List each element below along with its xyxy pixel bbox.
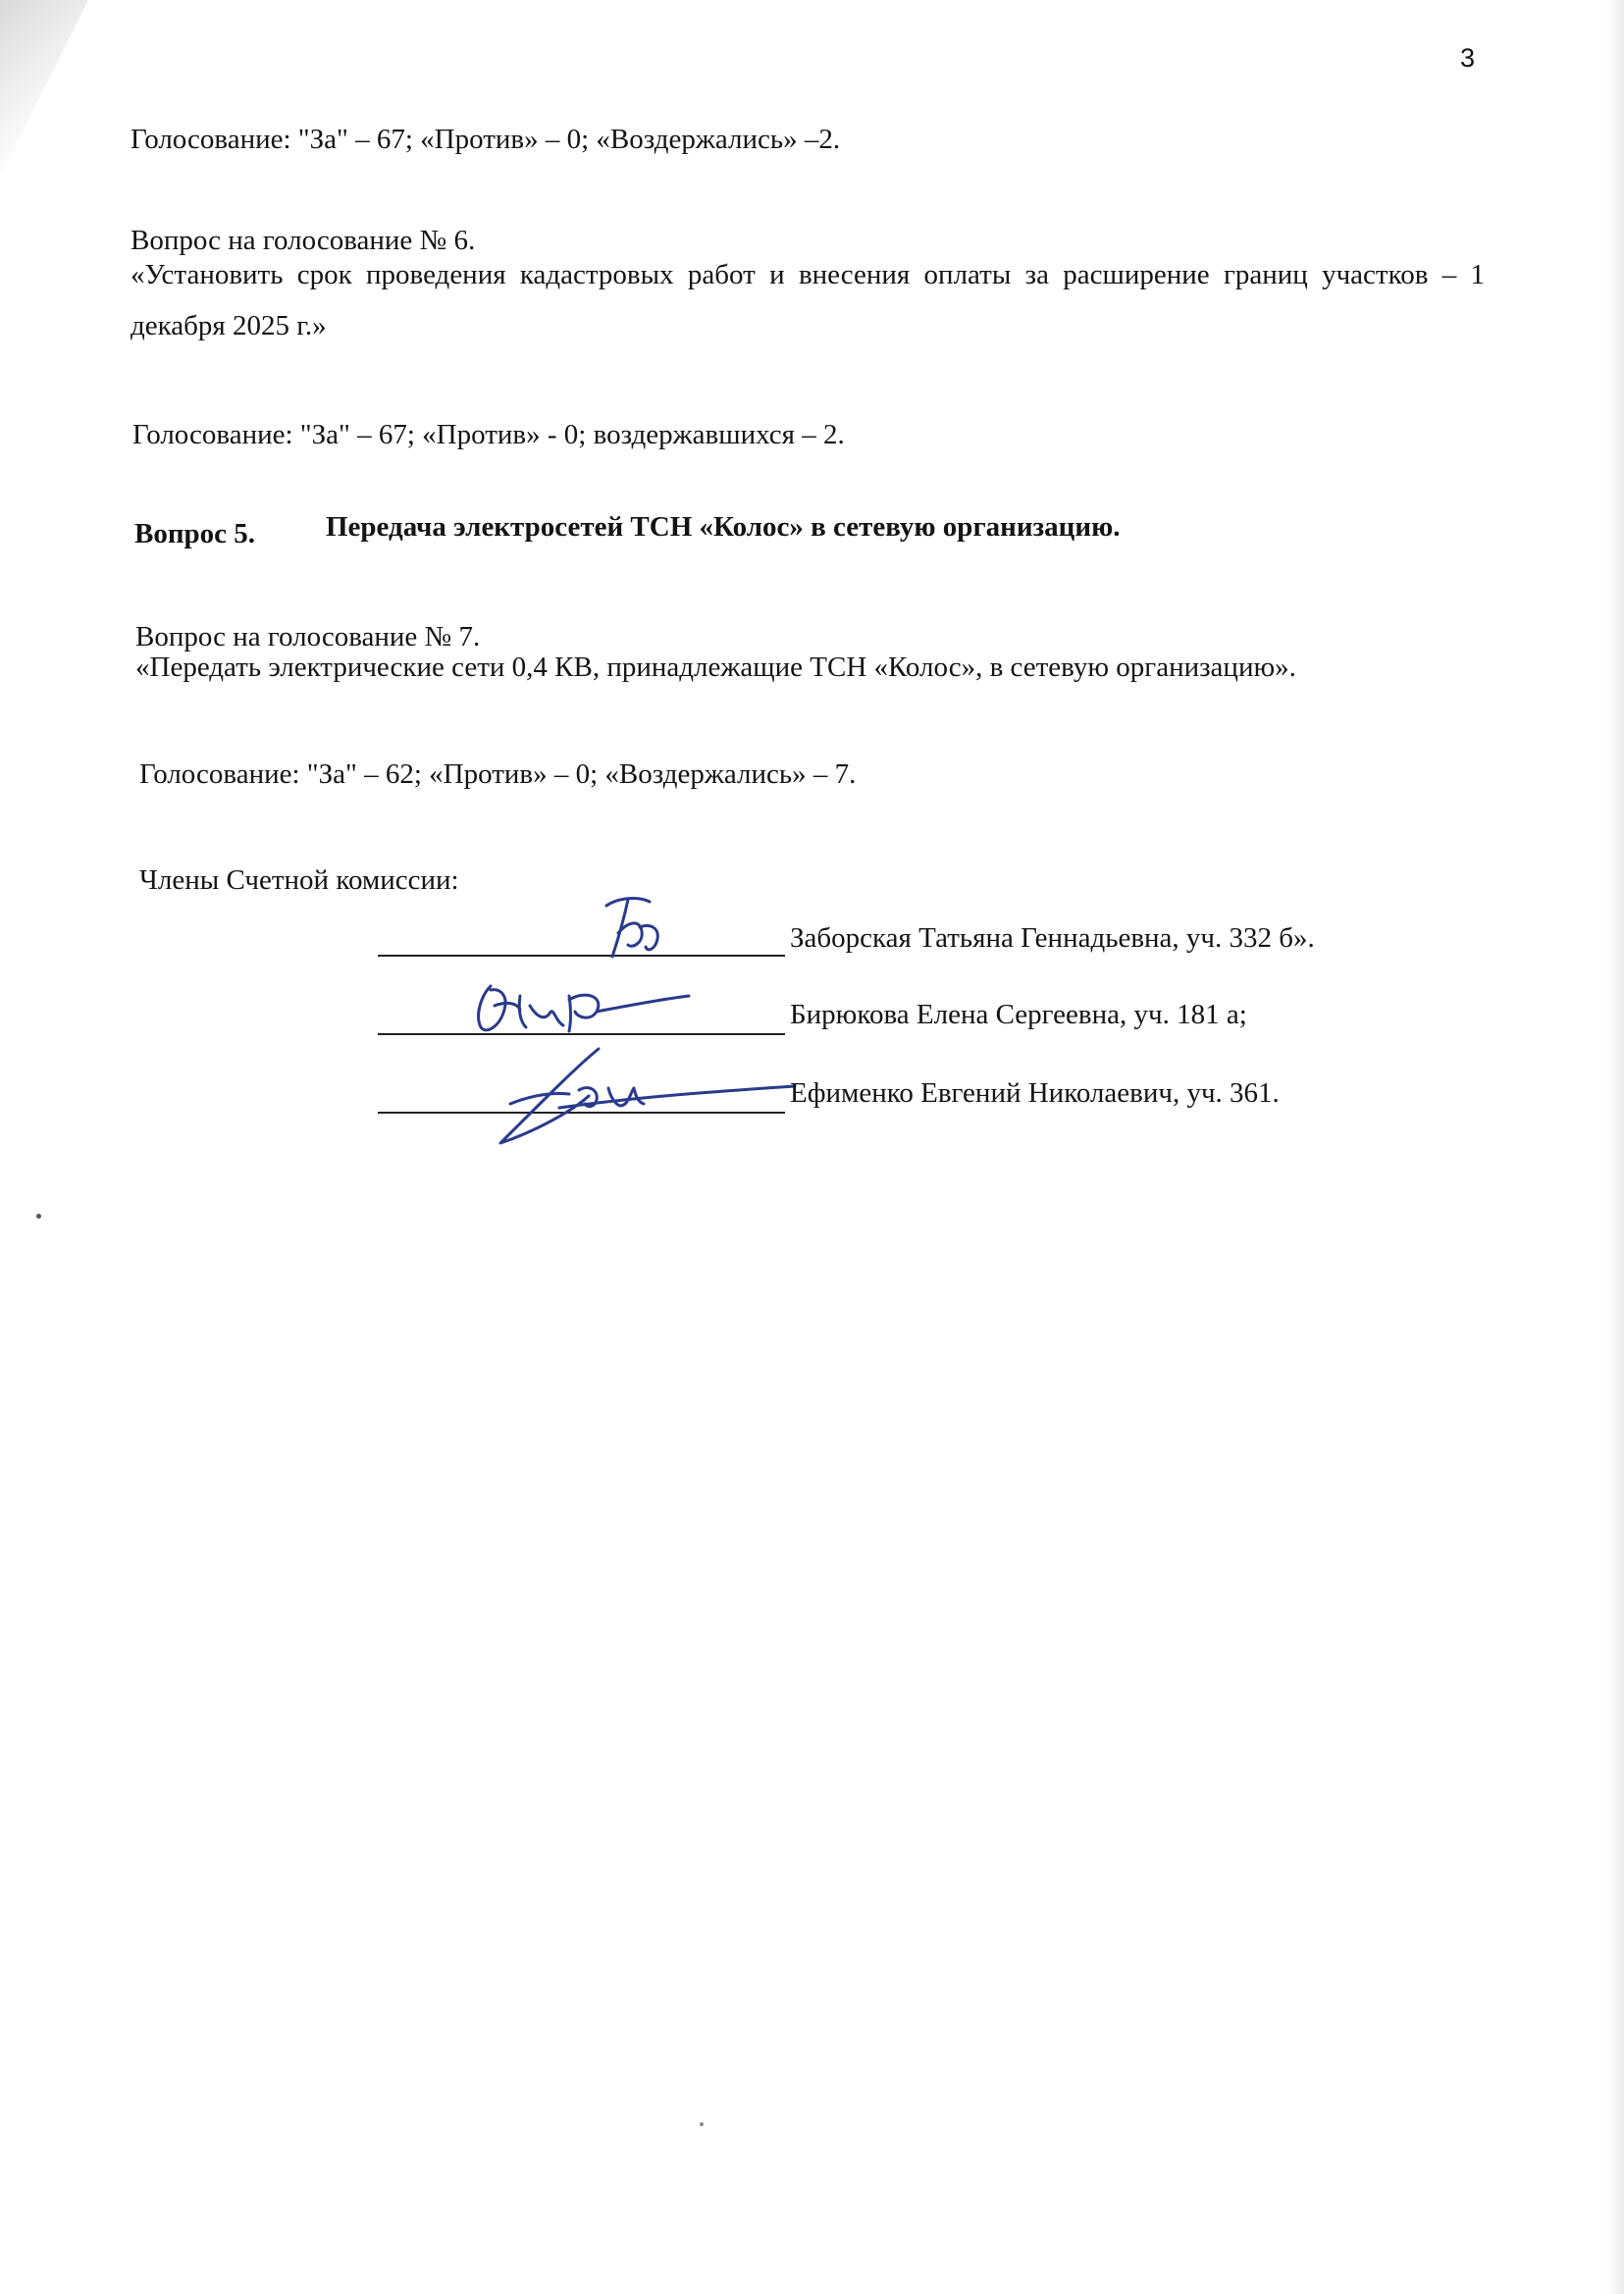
signature-line-1 (378, 955, 785, 957)
scan-edge-shadow (1606, 0, 1624, 2294)
signatory-name-3: Ефименко Евгений Николаевич, уч. 361. (790, 1077, 1280, 1109)
signatory-name-1: Заборская Татьяна Геннадьевна, уч. 332 б». (790, 922, 1315, 954)
handwritten-signature-2 (461, 966, 697, 1045)
vote-result-previous: Голосование: "За" – 67; «Против» – 0; «Воздержались» –2. (131, 124, 841, 155)
question-6-text: «Установить срок проведения кадастровых работ и внесения оплаты за расширение границ участков – 1 декабря 2025 г.» (131, 259, 1485, 341)
handwritten-signature-3 (471, 1035, 805, 1153)
handwritten-signature-1 (589, 888, 677, 966)
question-7-text: «Передать электрические сети 0,4 КВ, принадлежащие ТСН «Колос», в сетевую организацию». (135, 652, 1296, 683)
scan-corner-shadow (0, 0, 88, 177)
vote-result-q6: Голосование: "За" – 67; «Против» - 0; воздержавшихся – 2. (132, 419, 845, 450)
question-7-header: Вопрос на голосование № 7. (135, 621, 481, 652)
section-5-title: Передача электросетей ТСН «Колос» в сетевую организацию. (326, 511, 1121, 543)
question-6-header: Вопрос на голосование № 6. (131, 225, 476, 256)
scan-speck (36, 1214, 41, 1219)
commission-label: Члены Счетной комиссии: (139, 864, 459, 896)
vote-result-q7: Голосование: "За" – 62; «Против» – 0; «Воздержались» – 7. (139, 758, 857, 790)
scan-speck (700, 2122, 704, 2126)
section-5-number: Вопрос 5. (134, 518, 256, 549)
signatory-name-2: Бирюкова Елена Сергеевна, уч. 181 а; (790, 999, 1247, 1030)
page-number: 3 (1460, 43, 1476, 73)
